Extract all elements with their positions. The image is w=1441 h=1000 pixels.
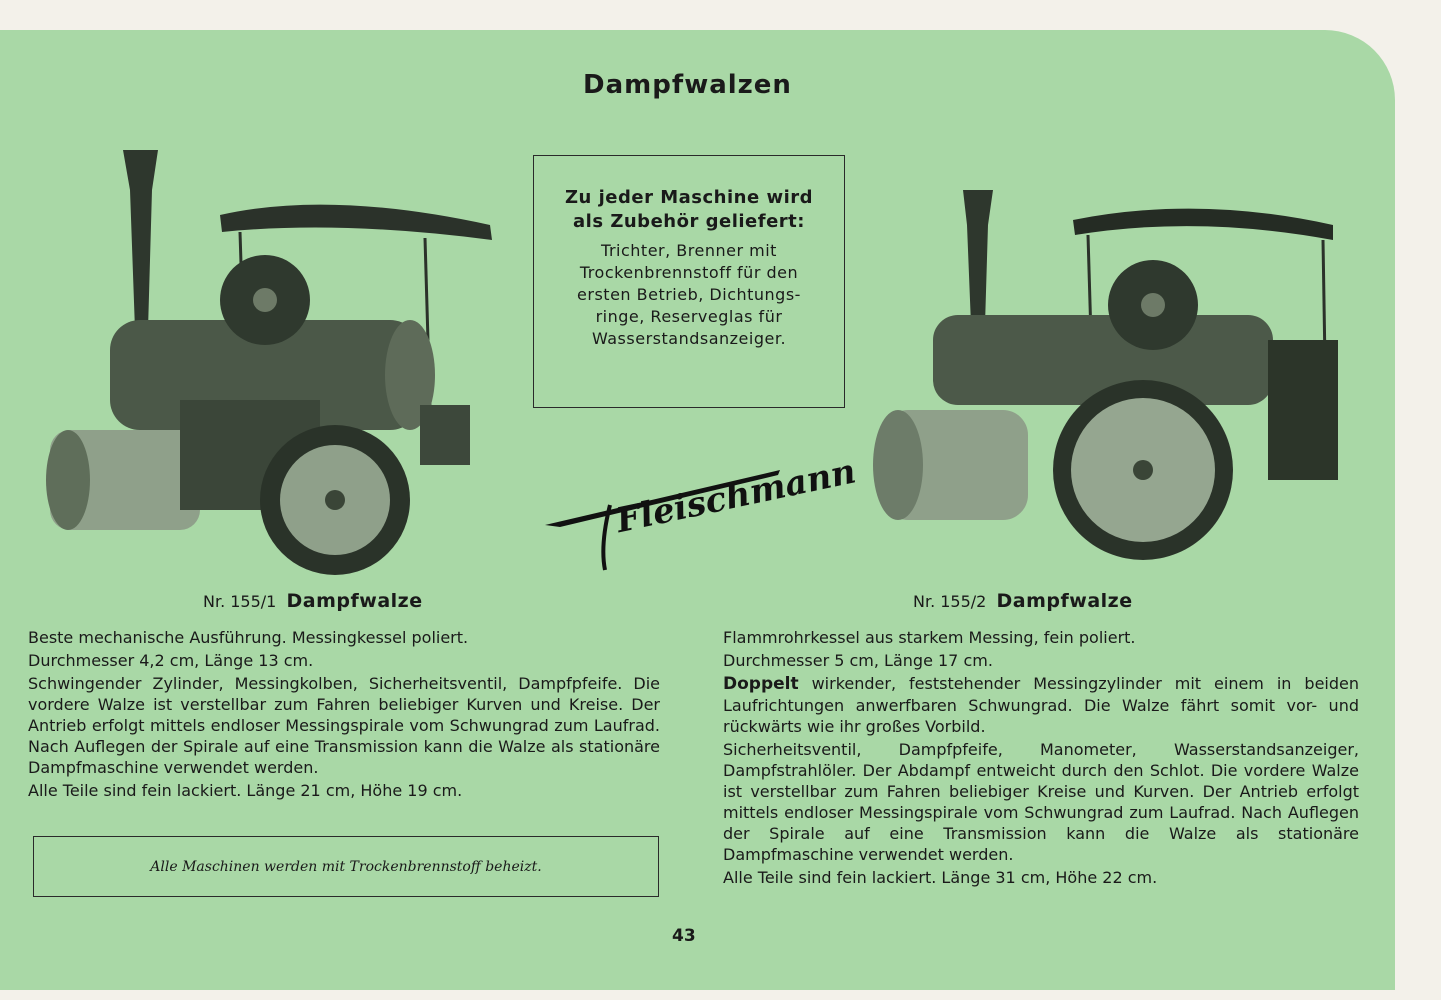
accessory-heading: Zu jeder Maschine wird als Zubehör geliefert:	[564, 187, 814, 232]
product-155-1-description: Beste mechanische Ausführung. Messingkessel poliert. Durchmesser 4,2 cm, Länge 13 cm. Schwingender Zylinder, Messingkolben, Sicherheitsventil, Dampfpfeife. Die vordere Walze ist verstellbar zum Fahren beliebiger Kurven und Kreise. Der Antrieb erfolgt mittels endloser Messingspirale vom Schwungrad zum Laufrad. Nach Auflegen der Spirale auf eine Transmission kann die Walze als stationäre Dampfmaschine verwendet werden. Alle Teile sind fein lackiert. Länge 21 cm, Höhe 19 cm.	[28, 628, 660, 800]
steam-roller-155-1-image	[40, 150, 500, 580]
product-155-1-name: Dampfwalze	[286, 590, 423, 612]
fuel-note-text: Alle Maschinen werden mit Trockenbrennstoff beheizt.	[150, 858, 542, 875]
fuel-note-box	[33, 836, 659, 897]
fleischmann-logo	[540, 451, 860, 575]
product-155-2-name: Dampfwalze	[996, 590, 1133, 612]
svg-text:Fleischmann: Fleischmann	[612, 451, 860, 542]
page-title: Dampfwalzen	[583, 70, 792, 100]
product-155-1-caption	[203, 590, 423, 612]
product-155-1-number: Nr. 155/1	[203, 592, 277, 611]
steam-roller-155-2-image	[868, 185, 1338, 580]
accessory-box	[533, 155, 845, 408]
product-155-2-description: Flammrohrkessel aus starkem Messing, fein poliert. Durchmesser 5 cm, Länge 17 cm. Doppelt wirkender, feststehender Messingzylinder mit einem in beiden Laufrichtungen anwerfbaren Schwungrad. Die Walze fährt somit vor- und rückwärts wie ihr großes Vorbild. Sicherheitsventil, Dampfpfeife, Manometer, Wasserstandsanzeiger, Dampfstrahlöler. Der Abdampf entweicht durch den Schlot. Die vordere Walze ist verstellbar zum Fahren beliebiger Kreise und Kurven. Der Antrieb erfolgt mittels endloser Messingspirale vom Schwungrad zum Laufrad. Nach Auflegen der Spirale auf eine Transmission kann die Walze als stationäre Dampfmaschine verwendet werden. Alle Teile sind fein lackiert. Länge 31 cm, Höhe 22 cm.	[723, 628, 1359, 887]
page-number: 43	[672, 926, 696, 946]
doppelt-bold: Doppelt	[723, 674, 799, 694]
product-155-2-number: Nr. 155/2	[913, 592, 987, 611]
accessory-list: Trichter, Brenner mit Trockenbrennstoff für den ersten Betrieb, Dichtungs- ringe, Reserveglas für Wasserstandsanzeiger.	[577, 241, 801, 348]
product-155-2-caption	[913, 590, 1133, 612]
